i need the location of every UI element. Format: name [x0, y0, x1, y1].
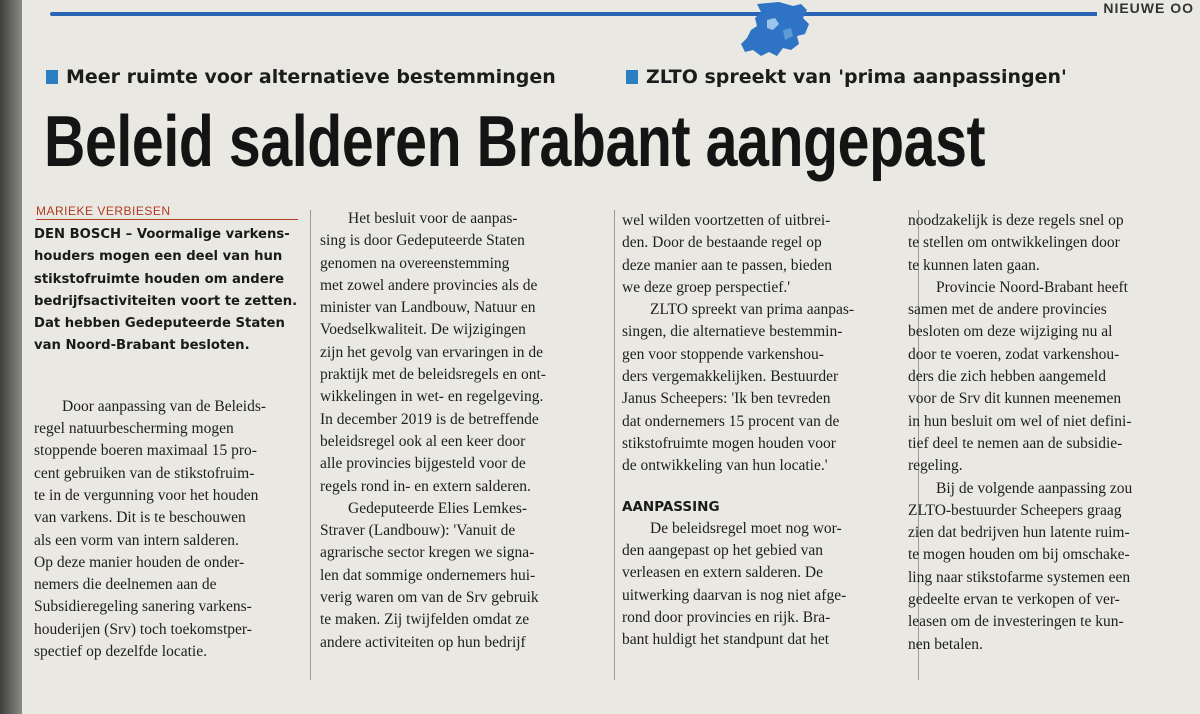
section-label: NIEUWE OO	[1097, 0, 1200, 18]
author-byline: MARIEKE VERBIESEN	[36, 204, 298, 220]
top-rule	[50, 12, 1110, 16]
subheading-1: Meer ruimte voor alternatieve bestemmingen	[46, 66, 556, 88]
section-subhead: AANPASSING	[622, 498, 720, 515]
body-paragraph: Door aanpassing van de Beleids- regel natuurbescherming mogen stoppende boeren maximaal 15 pro- cent gebruiken van de stikstofruim- te in de vergunning voor het houden van varkens. Dit is te beschouwen als een vorm van intern salderen. Op deze manier houden de onder- nemers die deelnemen aan de Subsidieregeling sanering varkens- houderijen (Srv) toch toekomstper- spectief op dezelfde locatie.	[34, 397, 267, 661]
column-2: Het besluit voor de aanpas- sing is door Gedeputeerde Staten genomen na overeenstemming met zowel andere provincies als de minister van Landbouw, Natuur en Voedselkwaliteit. De wijzigingen zijn het gevolg van ervaringen in de praktijk met de beleidsregels en ont- wikkelingen in wet- en regelgeving. In december 2019 is de betreffende beleidsregel ook al een keer door alle provincies bijgesteld voor de regels rond in- en extern salderen. Gedeputeerde Elies Lemkes- Straver (Landbouw): 'Vanuit de agrarische sector kregen we signa- len dat sommige ondernemers hui- verig waren om van de Srv gebruik te maken. Zij twijfelden omdat ze andere activiteiten op hun bedrijf	[320, 210, 546, 651]
column-divider	[310, 210, 311, 680]
newspaper-page	[22, 0, 1200, 714]
lead-paragraph: DEN BOSCH – Voormalige varkens- houders mogen een deel van hun stikstofruimte houden om andere bedrijfsactiviteiten voort te zetten. Dat hebben Gedeputeerde Staten van Noord-Brabant besloten.	[34, 227, 298, 354]
subheading-2: ZLTO spreekt van 'prima aanpassingen'	[626, 66, 1067, 88]
square-bullet-icon	[46, 70, 58, 84]
column-divider	[614, 210, 615, 680]
headline: Beleid salderen Brabant aangepast	[44, 102, 986, 182]
square-bullet-icon	[626, 70, 638, 84]
column-4: noodzakelijk is deze regels snel op te stellen om ontwikkelingen door te kunnen laten gaan. Provincie Noord-Brabant heeft samen met de andere provincies besloten om deze wijziging nu al door te voeren, zodat varkenshou- ders die zich hebben aangemeld voor de Srv dit kunnen meenemen in hun besluit om wel of niet defini- tief deel te nemen aan de subsidie- regeling. Bij de volgende aanpassing zou ZLTO-bestuurder Scheepers graag zien dat bedrijven hun latente ruim- te mogen houden om bij omschake- ling naar stikstofarme systemen een gedeelte ervan te verkopen of ver- leasen om de investeringen te kun- nen betalen.	[908, 212, 1133, 653]
column-3: wel wilden voortzetten of uitbrei- den. Door de bestaande regel op deze manier aan te passen, bieden we deze groep perspectief.' ZLTO spreekt van prima aanpas- singen, die alternatieve bestemmin- gen voor stoppende varkenshou- ders vergemakkelijken. Bestuurder Janus Scheepers: 'Ik ben tevreden dat ondernemers 15 procent van de stikstofruimte mogen houden voor de ontwikkeling van hun locatie.' AANPASSING De beleidsregel moet nog wor- den aangepast op het gebied van verleasen en extern salderen. De uitwerking daarvan is nog niet afge- rond door provincies en rijk. Bra- bant huldigt het standpunt dat het	[622, 210, 912, 652]
netherlands-map-icon	[727, 0, 827, 62]
column-1	[34, 224, 302, 663]
page-edge-shadow	[0, 0, 22, 714]
